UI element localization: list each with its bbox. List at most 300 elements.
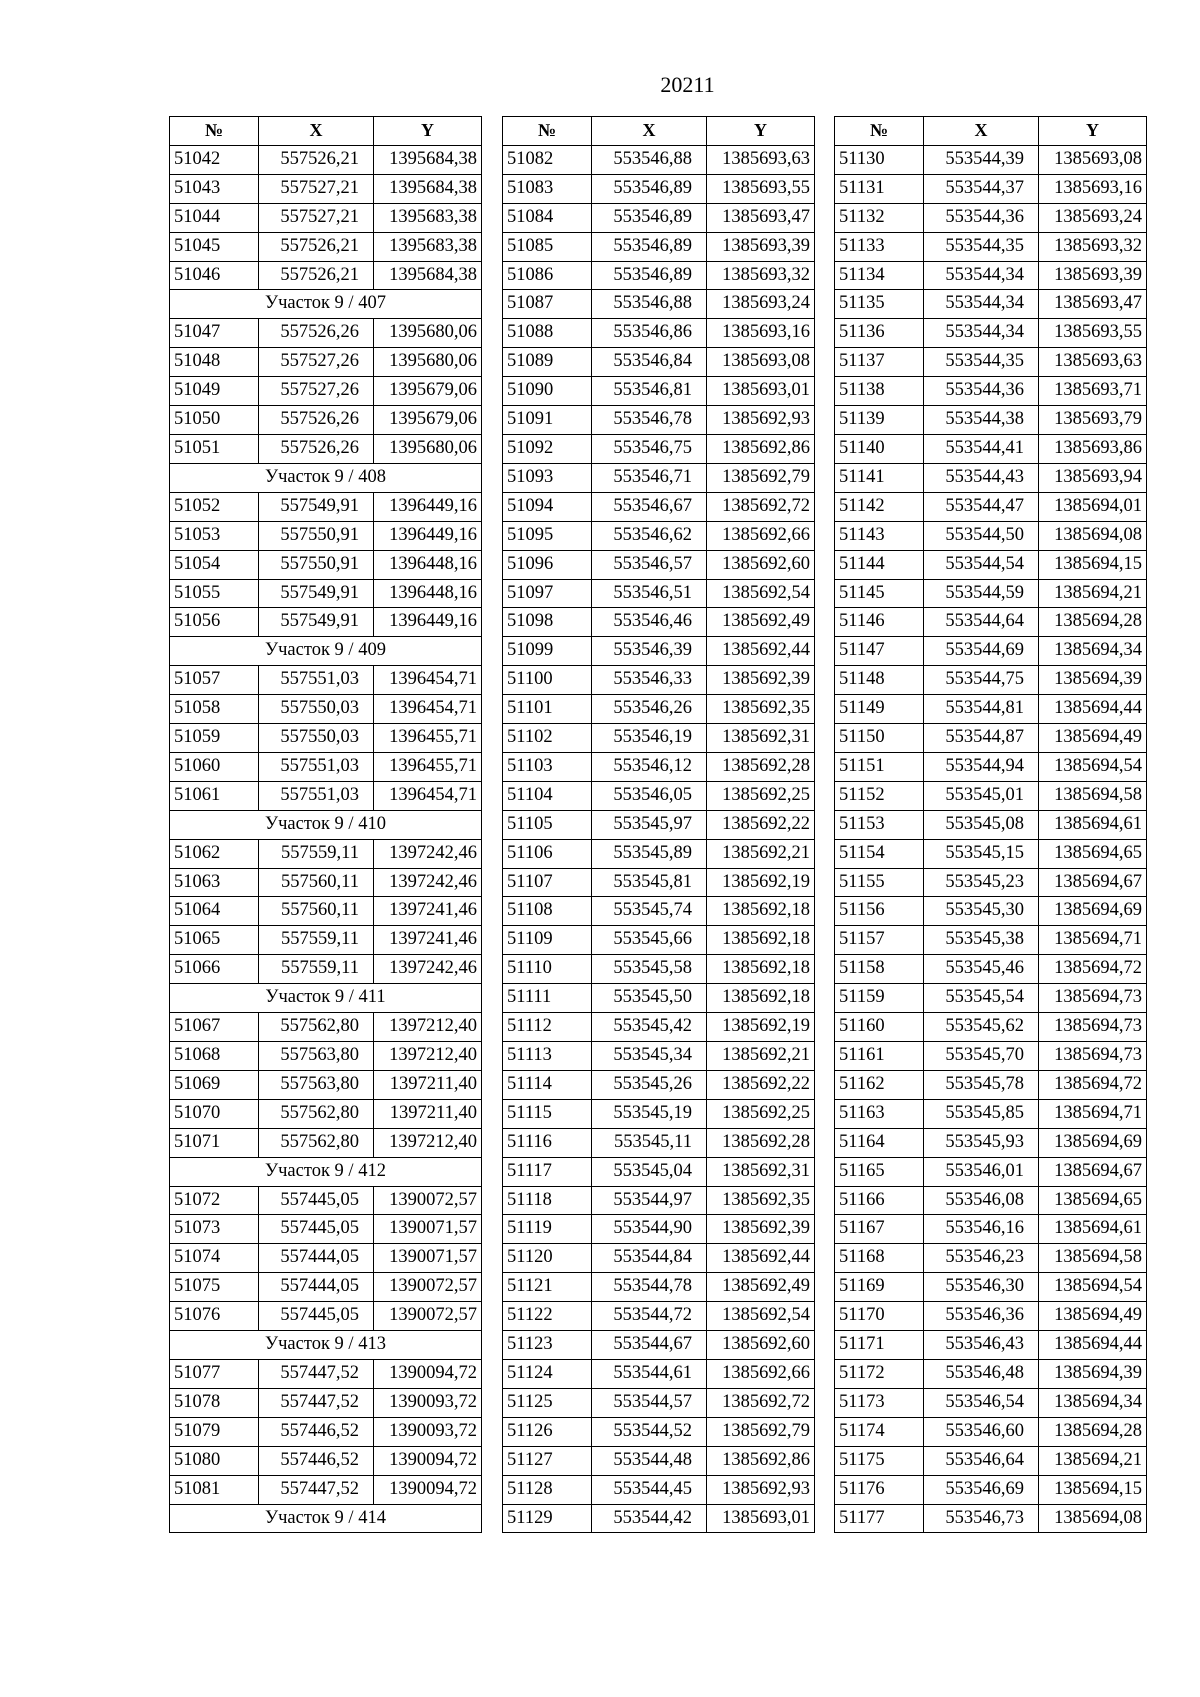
- point-number: 51054: [170, 550, 259, 579]
- y-coordinate: 1385692,49: [707, 1273, 815, 1302]
- y-coordinate: 1395684,38: [374, 261, 482, 290]
- header-row: [170, 117, 482, 146]
- y-coordinate: 1385694,54: [1039, 1273, 1147, 1302]
- y-coordinate: 1385694,69: [1039, 1128, 1147, 1157]
- x-coordinate: 557550,03: [259, 724, 374, 753]
- point-number: 51050: [170, 406, 259, 435]
- point-number: 51176: [835, 1475, 924, 1504]
- table-row: [835, 1215, 1147, 1244]
- point-number: 51093: [503, 463, 592, 492]
- section-label: Участок 9 / 408: [170, 463, 482, 492]
- x-coordinate: 553544,87: [924, 724, 1039, 753]
- point-number: 51105: [503, 810, 592, 839]
- x-coordinate: 557551,03: [259, 781, 374, 810]
- x-coordinate: 553545,11: [592, 1128, 707, 1157]
- point-number: 51155: [835, 868, 924, 897]
- x-coordinate: 553544,34: [924, 319, 1039, 348]
- point-number: 51130: [835, 145, 924, 174]
- table-row: [835, 1388, 1147, 1417]
- point-number: 51121: [503, 1273, 592, 1302]
- x-coordinate: 553544,72: [592, 1302, 707, 1331]
- x-coordinate: 553544,41: [924, 434, 1039, 463]
- point-number: 51168: [835, 1244, 924, 1273]
- table-row: [503, 666, 815, 695]
- x-coordinate: 553545,54: [924, 984, 1039, 1013]
- table-row: [835, 579, 1147, 608]
- x-coordinate: 553545,30: [924, 897, 1039, 926]
- table-row: [503, 1070, 815, 1099]
- point-number: 51140: [835, 434, 924, 463]
- x-coordinate: 553546,89: [592, 174, 707, 203]
- y-coordinate: 1385694,61: [1039, 810, 1147, 839]
- table-row: [170, 1070, 482, 1099]
- table-row: [170, 174, 482, 203]
- table-row: [503, 550, 815, 579]
- x-coordinate: 557559,11: [259, 839, 374, 868]
- x-coordinate: 553546,01: [924, 1157, 1039, 1186]
- y-coordinate: 1395683,38: [374, 232, 482, 261]
- point-number: 51052: [170, 492, 259, 521]
- table-row: [503, 868, 815, 897]
- y-coordinate: 1385694,65: [1039, 1186, 1147, 1215]
- x-coordinate: 553546,69: [924, 1475, 1039, 1504]
- point-number: 51172: [835, 1359, 924, 1388]
- y-coordinate: 1385694,21: [1039, 1446, 1147, 1475]
- point-number: 51128: [503, 1475, 592, 1504]
- x-coordinate: 557563,80: [259, 1070, 374, 1099]
- x-coordinate: 553546,23: [924, 1244, 1039, 1273]
- y-coordinate: 1390072,57: [374, 1186, 482, 1215]
- point-number: 51136: [835, 319, 924, 348]
- x-coordinate: 557549,91: [259, 608, 374, 637]
- point-number: 51157: [835, 926, 924, 955]
- table-row: [503, 1446, 815, 1475]
- y-coordinate: 1385693,47: [1039, 290, 1147, 319]
- y-coordinate: 1385694,71: [1039, 926, 1147, 955]
- header-number: №: [503, 117, 592, 146]
- table-row: [170, 1128, 482, 1157]
- x-coordinate: 553545,15: [924, 839, 1039, 868]
- x-coordinate: 553546,71: [592, 463, 707, 492]
- y-coordinate: 1385693,24: [1039, 203, 1147, 232]
- table-row: [835, 261, 1147, 290]
- y-coordinate: 1385694,58: [1039, 1244, 1147, 1273]
- table-row: [170, 406, 482, 435]
- x-coordinate: 553544,34: [924, 290, 1039, 319]
- point-number: 51066: [170, 955, 259, 984]
- table-row: [503, 752, 815, 781]
- table-row: [503, 695, 815, 724]
- point-number: 51086: [503, 261, 592, 290]
- x-coordinate: 557559,11: [259, 926, 374, 955]
- table-row: [835, 492, 1147, 521]
- y-coordinate: 1385694,34: [1039, 637, 1147, 666]
- table-row: [170, 752, 482, 781]
- point-number: 51124: [503, 1359, 592, 1388]
- y-coordinate: 1385692,39: [707, 666, 815, 695]
- point-number: 51068: [170, 1042, 259, 1071]
- x-coordinate: 557526,21: [259, 261, 374, 290]
- point-number: 51165: [835, 1157, 924, 1186]
- y-coordinate: 1385694,44: [1039, 1331, 1147, 1360]
- point-number: 51153: [835, 810, 924, 839]
- x-coordinate: 553546,62: [592, 521, 707, 550]
- point-number: 51127: [503, 1446, 592, 1475]
- y-coordinate: 1385694,15: [1039, 1475, 1147, 1504]
- table-row: [503, 1186, 815, 1215]
- point-number: 51151: [835, 752, 924, 781]
- x-coordinate: 553545,78: [924, 1070, 1039, 1099]
- x-coordinate: 553546,67: [592, 492, 707, 521]
- point-number: 51129: [503, 1504, 592, 1533]
- y-coordinate: 1397212,40: [374, 1042, 482, 1071]
- x-coordinate: 553546,48: [924, 1359, 1039, 1388]
- y-coordinate: 1385693,55: [1039, 319, 1147, 348]
- table-row: [835, 1331, 1147, 1360]
- point-number: 51099: [503, 637, 592, 666]
- x-coordinate: 553544,42: [592, 1504, 707, 1533]
- table-row: [503, 608, 815, 637]
- y-coordinate: 1397241,46: [374, 897, 482, 926]
- y-coordinate: 1397212,40: [374, 1013, 482, 1042]
- x-coordinate: 553545,70: [924, 1042, 1039, 1071]
- table-row: [503, 261, 815, 290]
- table-row: [835, 1417, 1147, 1446]
- y-coordinate: 1397242,46: [374, 839, 482, 868]
- x-coordinate: 557444,05: [259, 1244, 374, 1273]
- table-row: [170, 608, 482, 637]
- y-coordinate: 1385692,28: [707, 1128, 815, 1157]
- table-row: [835, 781, 1147, 810]
- x-coordinate: 557526,26: [259, 434, 374, 463]
- table-row: [835, 1244, 1147, 1273]
- section-label: Участок 9 / 414: [170, 1504, 482, 1533]
- table-row: [835, 666, 1147, 695]
- y-coordinate: 1385692,39: [707, 1215, 815, 1244]
- section-row: [170, 810, 482, 839]
- point-number: 51044: [170, 203, 259, 232]
- y-coordinate: 1385694,49: [1039, 1302, 1147, 1331]
- table-row: [170, 1186, 482, 1215]
- point-number: 51158: [835, 955, 924, 984]
- y-coordinate: 1385692,18: [707, 955, 815, 984]
- y-coordinate: 1385694,72: [1039, 1070, 1147, 1099]
- y-coordinate: 1385692,86: [707, 1446, 815, 1475]
- header-x: X: [259, 117, 374, 146]
- x-coordinate: 553544,36: [924, 203, 1039, 232]
- point-number: 51177: [835, 1504, 924, 1533]
- section-label: Участок 9 / 407: [170, 290, 482, 319]
- table-row: [835, 897, 1147, 926]
- table-row: [835, 348, 1147, 377]
- y-coordinate: 1396449,16: [374, 492, 482, 521]
- x-coordinate: 553544,81: [924, 695, 1039, 724]
- y-coordinate: 1385694,61: [1039, 1215, 1147, 1244]
- point-number: 51141: [835, 463, 924, 492]
- y-coordinate: 1385694,39: [1039, 1359, 1147, 1388]
- table-row: [503, 406, 815, 435]
- point-number: 51159: [835, 984, 924, 1013]
- table-row: [170, 1446, 482, 1475]
- table-row: [170, 897, 482, 926]
- table-row: [503, 1475, 815, 1504]
- table-row: [503, 984, 815, 1013]
- point-number: 51175: [835, 1446, 924, 1475]
- header-row: [503, 117, 815, 146]
- y-coordinate: 1395684,38: [374, 145, 482, 174]
- point-number: 51145: [835, 579, 924, 608]
- table-row: [170, 348, 482, 377]
- y-coordinate: 1390072,57: [374, 1302, 482, 1331]
- table-row: [170, 521, 482, 550]
- table-row: [835, 319, 1147, 348]
- point-number: 51045: [170, 232, 259, 261]
- header-number: №: [835, 117, 924, 146]
- x-coordinate: 553544,67: [592, 1331, 707, 1360]
- table-row: [835, 984, 1147, 1013]
- x-coordinate: 557562,80: [259, 1099, 374, 1128]
- y-coordinate: 1385693,47: [707, 203, 815, 232]
- table-row: [835, 1099, 1147, 1128]
- table-row: [835, 521, 1147, 550]
- x-coordinate: 553545,19: [592, 1099, 707, 1128]
- y-coordinate: 1385692,86: [707, 434, 815, 463]
- x-coordinate: 553546,54: [924, 1388, 1039, 1417]
- table-row: [170, 145, 482, 174]
- point-number: 51098: [503, 608, 592, 637]
- y-coordinate: 1395680,06: [374, 434, 482, 463]
- point-number: 51069: [170, 1070, 259, 1099]
- y-coordinate: 1397242,46: [374, 868, 482, 897]
- point-number: 51064: [170, 897, 259, 926]
- header-number: №: [170, 117, 259, 146]
- y-coordinate: 1385693,39: [707, 232, 815, 261]
- x-coordinate: 557526,26: [259, 406, 374, 435]
- table-row: [835, 1013, 1147, 1042]
- table-row: [835, 145, 1147, 174]
- y-coordinate: 1396454,71: [374, 695, 482, 724]
- point-number: 51042: [170, 145, 259, 174]
- x-coordinate: 553544,35: [924, 348, 1039, 377]
- y-coordinate: 1385692,72: [707, 492, 815, 521]
- point-number: 51111: [503, 984, 592, 1013]
- point-number: 51122: [503, 1302, 592, 1331]
- y-coordinate: 1385693,79: [1039, 406, 1147, 435]
- point-number: 51107: [503, 868, 592, 897]
- y-coordinate: 1385693,08: [1039, 145, 1147, 174]
- point-number: 51067: [170, 1013, 259, 1042]
- x-coordinate: 553544,34: [924, 261, 1039, 290]
- point-number: 51091: [503, 406, 592, 435]
- y-coordinate: 1397242,46: [374, 955, 482, 984]
- x-coordinate: 553544,57: [592, 1388, 707, 1417]
- point-number: 51152: [835, 781, 924, 810]
- y-coordinate: 1385692,72: [707, 1388, 815, 1417]
- y-coordinate: 1385692,31: [707, 724, 815, 753]
- x-coordinate: 553544,97: [592, 1186, 707, 1215]
- y-coordinate: 1385692,18: [707, 897, 815, 926]
- point-number: 51125: [503, 1388, 592, 1417]
- y-coordinate: 1385694,58: [1039, 781, 1147, 810]
- point-number: 51078: [170, 1388, 259, 1417]
- table-row: [503, 203, 815, 232]
- section-label: Участок 9 / 409: [170, 637, 482, 666]
- y-coordinate: 1390094,72: [374, 1446, 482, 1475]
- header-y: Y: [1039, 117, 1147, 146]
- point-number: 51163: [835, 1099, 924, 1128]
- y-coordinate: 1395679,06: [374, 406, 482, 435]
- section-label: Участок 9 / 411: [170, 984, 482, 1013]
- y-coordinate: 1385693,86: [1039, 434, 1147, 463]
- table-row: [170, 1099, 482, 1128]
- y-coordinate: 1385694,28: [1039, 608, 1147, 637]
- x-coordinate: 553545,62: [924, 1013, 1039, 1042]
- y-coordinate: 1385692,25: [707, 781, 815, 810]
- y-coordinate: 1396455,71: [374, 752, 482, 781]
- table-row: [835, 203, 1147, 232]
- y-coordinate: 1385692,28: [707, 752, 815, 781]
- table-row: [503, 1331, 815, 1360]
- x-coordinate: 553546,12: [592, 752, 707, 781]
- table-row: [170, 695, 482, 724]
- y-coordinate: 1385693,63: [1039, 348, 1147, 377]
- table-row: [503, 1042, 815, 1071]
- y-coordinate: 1397211,40: [374, 1070, 482, 1099]
- header-y: Y: [374, 117, 482, 146]
- table-row: [503, 1244, 815, 1273]
- y-coordinate: 1396454,71: [374, 781, 482, 810]
- x-coordinate: 553545,42: [592, 1013, 707, 1042]
- point-number: 51173: [835, 1388, 924, 1417]
- y-coordinate: 1385693,55: [707, 174, 815, 203]
- x-coordinate: 553546,84: [592, 348, 707, 377]
- y-coordinate: 1385694,21: [1039, 579, 1147, 608]
- table-row: [503, 839, 815, 868]
- x-coordinate: 553544,39: [924, 145, 1039, 174]
- x-coordinate: 553545,34: [592, 1042, 707, 1071]
- section-row: [170, 984, 482, 1013]
- section-label: Участок 9 / 412: [170, 1157, 482, 1186]
- x-coordinate: 553544,69: [924, 637, 1039, 666]
- x-coordinate: 557445,05: [259, 1186, 374, 1215]
- point-number: 51058: [170, 695, 259, 724]
- x-coordinate: 557444,05: [259, 1273, 374, 1302]
- header-row: [835, 117, 1147, 146]
- y-coordinate: 1385694,08: [1039, 521, 1147, 550]
- point-number: 51057: [170, 666, 259, 695]
- table-row: [170, 319, 482, 348]
- x-coordinate: 557550,03: [259, 695, 374, 724]
- y-coordinate: 1385692,93: [707, 406, 815, 435]
- table-row: [503, 926, 815, 955]
- point-number: 51108: [503, 897, 592, 926]
- table-row: [503, 810, 815, 839]
- table-row: [170, 550, 482, 579]
- point-number: 51087: [503, 290, 592, 319]
- y-coordinate: 1385692,93: [707, 1475, 815, 1504]
- point-number: 51131: [835, 174, 924, 203]
- y-coordinate: 1385692,25: [707, 1099, 815, 1128]
- point-number: 51146: [835, 608, 924, 637]
- y-coordinate: 1385692,60: [707, 550, 815, 579]
- y-coordinate: 1385692,60: [707, 1331, 815, 1360]
- point-number: 51055: [170, 579, 259, 608]
- section-row: [170, 637, 482, 666]
- y-coordinate: 1385694,34: [1039, 1388, 1147, 1417]
- x-coordinate: 553545,74: [592, 897, 707, 926]
- table-row: [835, 1157, 1147, 1186]
- point-number: 51135: [835, 290, 924, 319]
- y-coordinate: 1385692,21: [707, 1042, 815, 1071]
- x-coordinate: 553545,97: [592, 810, 707, 839]
- page-number: 20211: [660, 72, 715, 97]
- x-coordinate: 553546,88: [592, 145, 707, 174]
- point-number: 51120: [503, 1244, 592, 1273]
- point-number: 51061: [170, 781, 259, 810]
- section-label: Участок 9 / 413: [170, 1331, 482, 1360]
- x-coordinate: 553544,64: [924, 608, 1039, 637]
- table-row: [170, 492, 482, 521]
- section-row: [170, 1157, 482, 1186]
- y-coordinate: 1385693,94: [1039, 463, 1147, 492]
- y-coordinate: 1396454,71: [374, 666, 482, 695]
- x-coordinate: 553544,48: [592, 1446, 707, 1475]
- x-coordinate: 557446,52: [259, 1446, 374, 1475]
- section-label: Участок 9 / 410: [170, 810, 482, 839]
- table-row: [835, 1475, 1147, 1504]
- x-coordinate: 553545,85: [924, 1099, 1039, 1128]
- point-number: 51084: [503, 203, 592, 232]
- point-number: 51059: [170, 724, 259, 753]
- table-row: [503, 1157, 815, 1186]
- table-row: [503, 955, 815, 984]
- point-number: 51081: [170, 1475, 259, 1504]
- point-number: 51097: [503, 579, 592, 608]
- table-row: [503, 1302, 815, 1331]
- point-number: 51123: [503, 1331, 592, 1360]
- y-coordinate: 1385692,44: [707, 1244, 815, 1273]
- y-coordinate: 1385692,31: [707, 1157, 815, 1186]
- y-coordinate: 1395679,06: [374, 377, 482, 406]
- point-number: 51090: [503, 377, 592, 406]
- x-coordinate: 557527,26: [259, 348, 374, 377]
- y-coordinate: 1390094,72: [374, 1359, 482, 1388]
- y-coordinate: 1385694,44: [1039, 695, 1147, 724]
- y-coordinate: 1390071,57: [374, 1215, 482, 1244]
- x-coordinate: 557550,91: [259, 550, 374, 579]
- point-number: 51094: [503, 492, 592, 521]
- x-coordinate: 557526,21: [259, 232, 374, 261]
- table-row: [835, 868, 1147, 897]
- y-coordinate: 1385692,49: [707, 608, 815, 637]
- x-coordinate: 553544,84: [592, 1244, 707, 1273]
- point-number: 51092: [503, 434, 592, 463]
- table-row: [503, 1359, 815, 1388]
- point-number: 51164: [835, 1128, 924, 1157]
- point-number: 51060: [170, 752, 259, 781]
- point-number: 51103: [503, 752, 592, 781]
- y-coordinate: 1396449,16: [374, 521, 482, 550]
- table-row: [835, 955, 1147, 984]
- x-coordinate: 553546,89: [592, 232, 707, 261]
- x-coordinate: 553546,81: [592, 377, 707, 406]
- point-number: 51170: [835, 1302, 924, 1331]
- header-x: X: [924, 117, 1039, 146]
- y-coordinate: 1385693,63: [707, 145, 815, 174]
- table-row: [170, 1388, 482, 1417]
- point-number: 51079: [170, 1417, 259, 1446]
- y-coordinate: 1385692,79: [707, 463, 815, 492]
